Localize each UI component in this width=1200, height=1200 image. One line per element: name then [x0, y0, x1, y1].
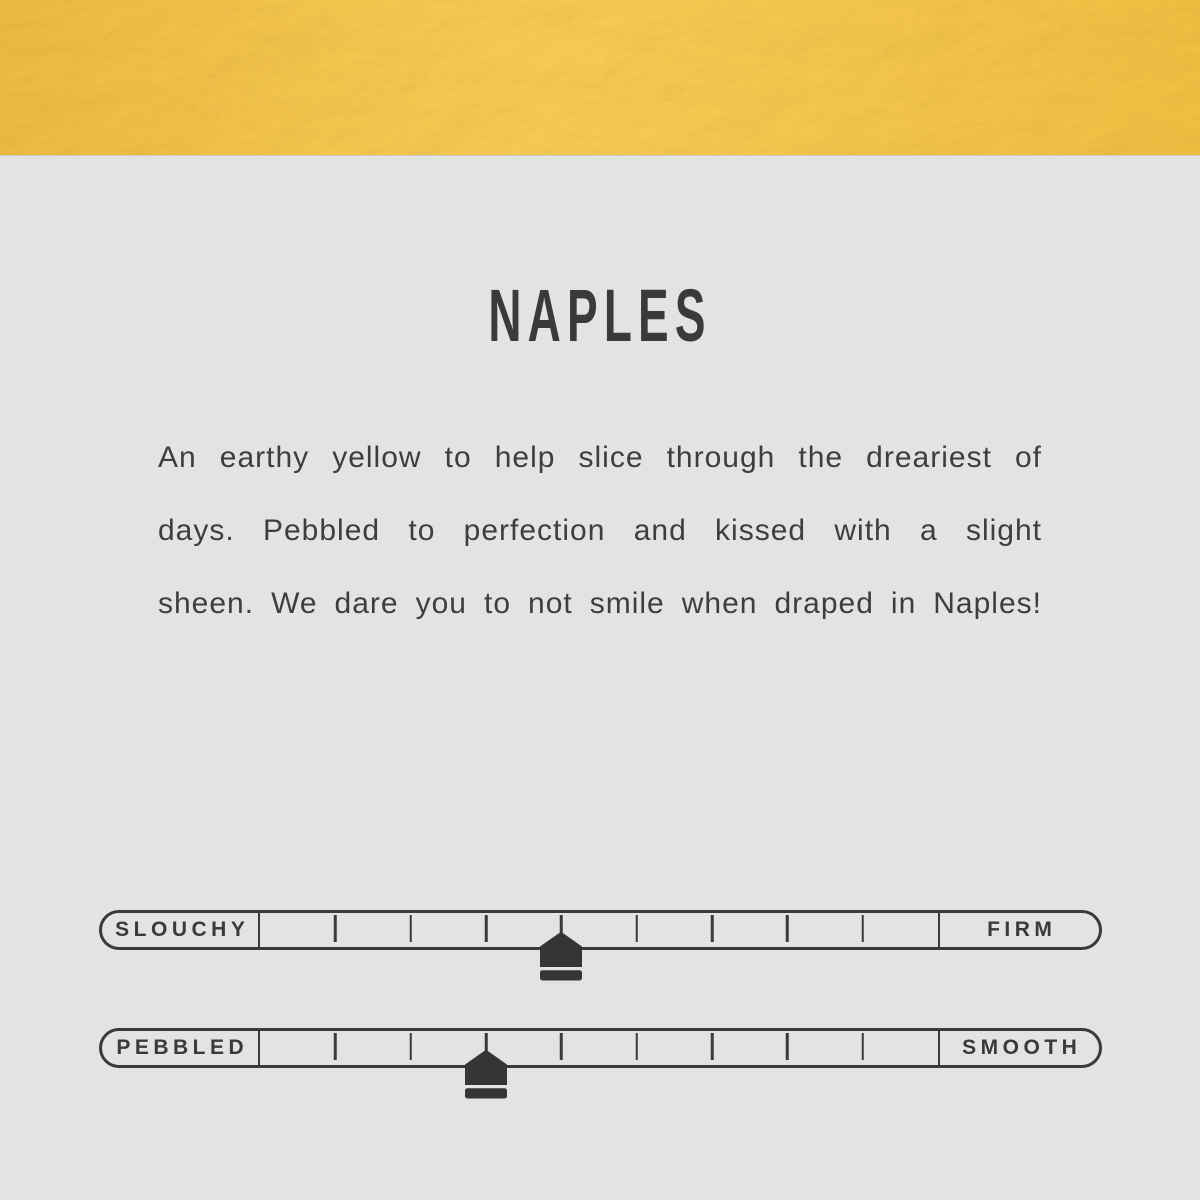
scale-tick: [786, 1033, 789, 1060]
drape-scale: [99, 910, 1102, 950]
scale-tick: [861, 1033, 864, 1060]
scale-label-slouchy: SLOUCHY: [102, 913, 260, 947]
scale-marker-icon: [540, 932, 582, 981]
scale-tick: [786, 915, 789, 942]
scale-label-smooth: SMOOTH: [938, 1031, 1099, 1065]
scale-tick: [485, 915, 488, 942]
scale-tick: [711, 1033, 714, 1060]
scale-label-firm: FIRM: [938, 913, 1099, 947]
leather-swatch-image: [0, 0, 1200, 156]
scale-tick: [409, 1033, 412, 1060]
texture-scale: [99, 1028, 1102, 1068]
color-name-title: NAPLES: [488, 274, 712, 357]
description-line: An earthy yellow to help slice through the dreariest of: [158, 441, 1042, 474]
description-line: days. Pebbled to perfection and kissed with a slight: [158, 514, 1042, 547]
scale-tick: [635, 1033, 638, 1060]
scale-tick: [409, 915, 412, 942]
color-description: [158, 421, 1042, 640]
texture-scale-track: [260, 1031, 938, 1065]
scale-tick: [560, 1033, 563, 1060]
scale-label-pebbled: PEBBLED: [102, 1031, 260, 1065]
scale-tick: [334, 1033, 337, 1060]
leather-texture-graphic: [0, 0, 1200, 155]
scale-tick: [711, 915, 714, 942]
drape-scale-track: [260, 913, 938, 947]
description-line: sheen. We dare you to not smile when draped in Naples!: [158, 587, 1042, 620]
scale-marker-icon: [465, 1050, 507, 1099]
scale-tick: [334, 915, 337, 942]
scale-tick: [861, 915, 864, 942]
scale-tick: [635, 915, 638, 942]
